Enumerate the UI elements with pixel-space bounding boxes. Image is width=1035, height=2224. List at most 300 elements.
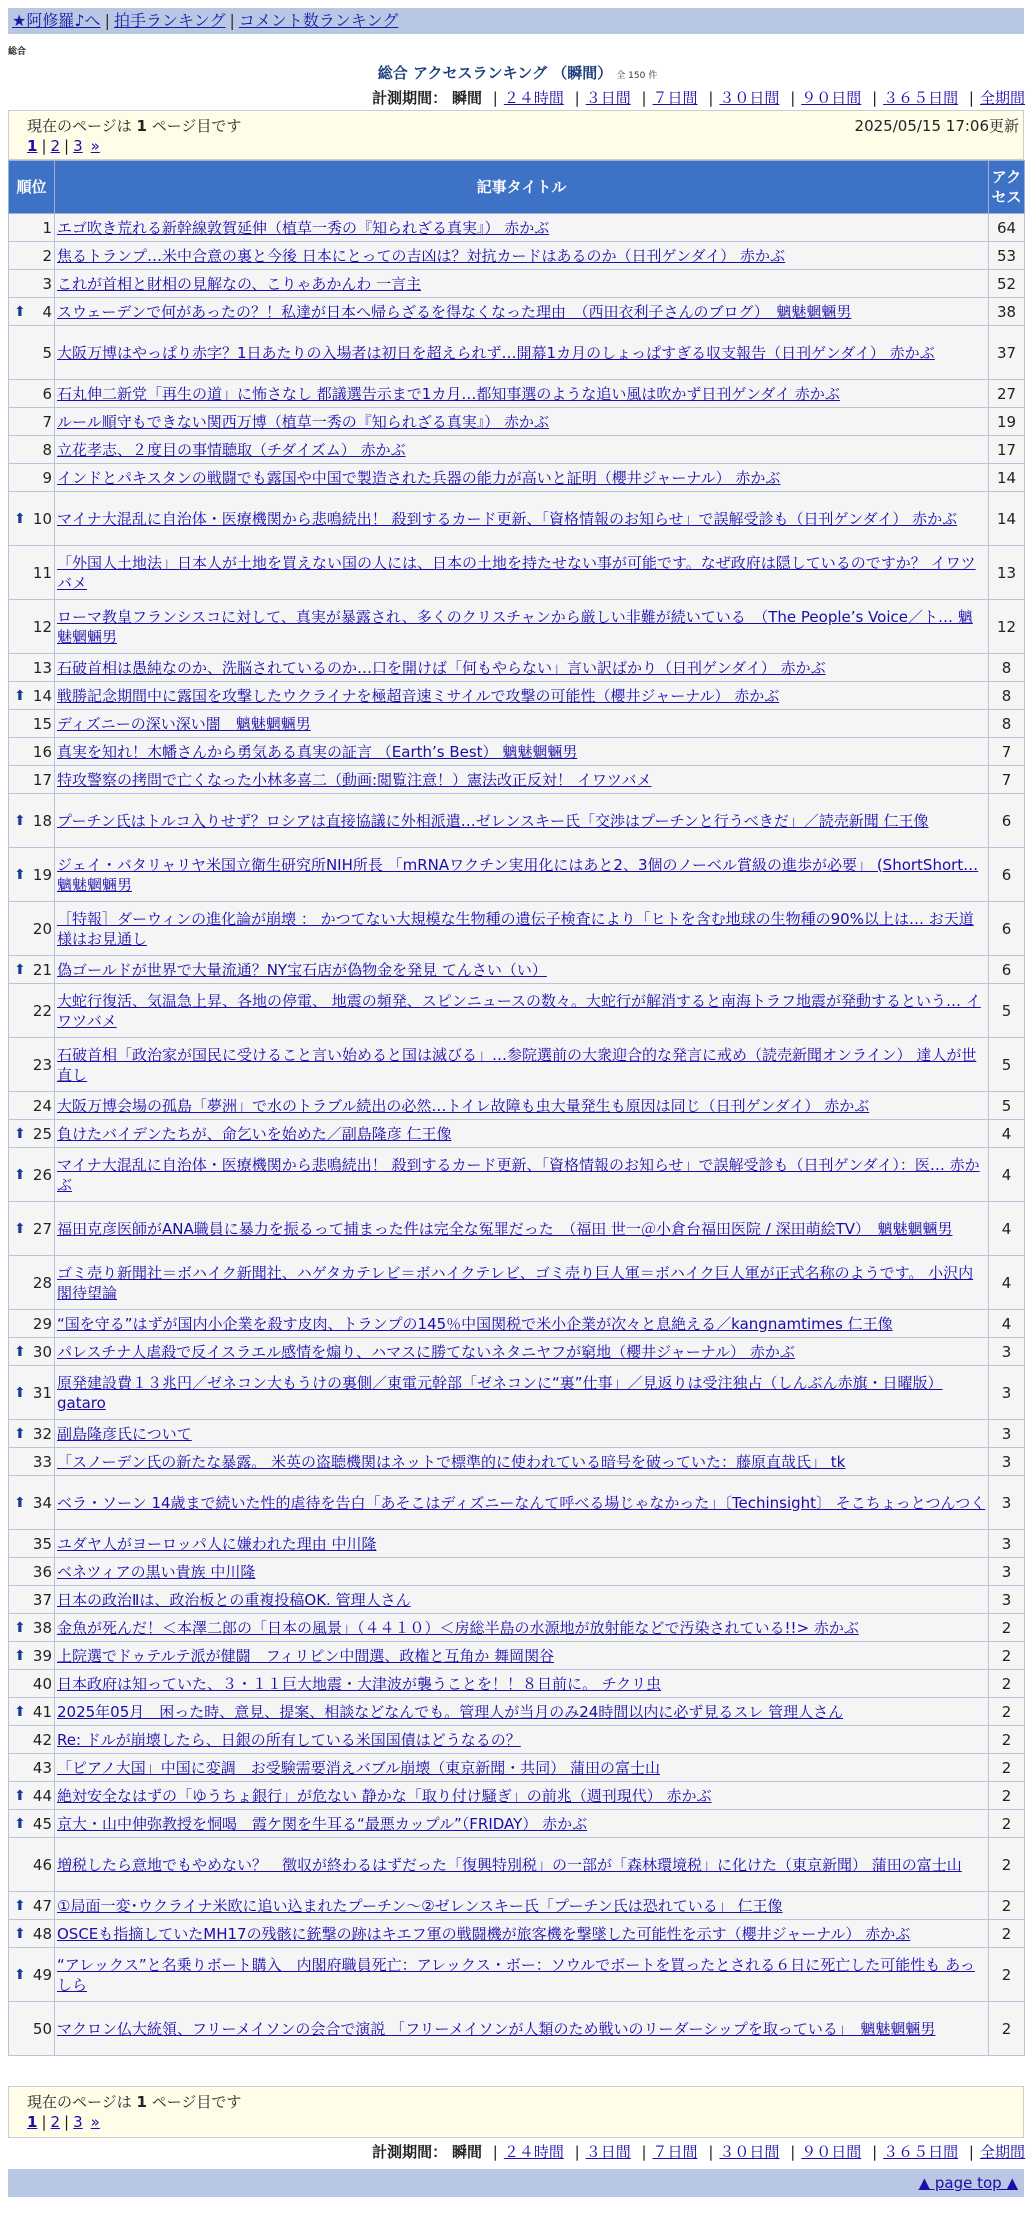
access-count: 27 (989, 380, 1025, 408)
rank-up-arrow-icon: ⬆ (14, 1125, 26, 1142)
page-3-link[interactable]: 3 (73, 137, 83, 155)
rank-number: 50 (32, 2019, 52, 2038)
title-cell (55, 682, 989, 710)
rank-cell (9, 1148, 55, 1202)
table-row (9, 1530, 1025, 1558)
title-cell (55, 654, 989, 682)
rank-cell (9, 1256, 55, 1310)
access-count: 8 (989, 710, 1025, 738)
access-count: 3 (989, 1448, 1025, 1476)
rank-number: 6 (42, 384, 52, 403)
title-cell (55, 242, 989, 270)
article-title-link[interactable]: プーチン氏はトルコ入りせず？ロシアは直接協議に外相派遣…ゼレンスキー氏「交渉はプーチンと行うべきだ」／読売新聞 仁王像 (57, 811, 929, 830)
rank-cell (9, 1670, 55, 1698)
table-row (9, 1366, 1025, 1420)
nav-separator: | (229, 11, 235, 30)
table-row (9, 738, 1025, 766)
rank-cell (9, 1642, 55, 1670)
article-title-link[interactable]: 「外国人土地法」日本人が土地を買えない国の人には、日本の土地を持たせない事が可能です。なぜ政府は隠しているのですか？ イワツバメ (57, 553, 976, 592)
access-count: 13 (989, 546, 1025, 600)
table-row (9, 984, 1025, 1038)
table-row (9, 1120, 1025, 1148)
rank-number: 33 (32, 1452, 52, 1471)
nav-separator: | (104, 11, 110, 30)
period-current: 瞬間 (451, 2143, 482, 2161)
article-title-link[interactable]: 石破首相「政治家が国民に受けること言い始めると国は滅びる」…参院選前の大衆迎合的な発言に戒め（読売新聞オンライン） 達人が世直し (57, 1045, 977, 1084)
article-title-link[interactable]: ルール順守もできない関西万博（植草一秀の『知られざる真実』） 赤かぶ (57, 412, 549, 431)
table-row (9, 1698, 1025, 1726)
period-current: 瞬間 (451, 89, 482, 107)
rank-number: 13 (32, 658, 52, 677)
access-count: 2 (989, 1838, 1025, 1892)
title-cell (55, 1754, 989, 1782)
rank-number: 7 (42, 412, 52, 431)
rank-number: 41 (32, 1702, 52, 1721)
article-title-link[interactable]: これが首相と財相の見解なの、こりゃあかんわ 一言主 (57, 274, 422, 293)
article-title-link[interactable]: ベネツィアの黒い貴族 中川隆 (57, 1562, 256, 1581)
rank-cell (9, 1892, 55, 1920)
period-24h-link[interactable]: ２４時間 (503, 89, 564, 107)
page-1-link[interactable]: 1 (27, 2113, 38, 2131)
pager-top: 1 | 2 | 3 » (27, 137, 100, 155)
period-3d-link[interactable]: ３日間 (585, 89, 631, 107)
rank-cell (9, 766, 55, 794)
period-30d-link[interactable]: ３０日間 (719, 89, 780, 107)
access-count: 3 (989, 1338, 1025, 1366)
access-count: 52 (989, 270, 1025, 298)
table-row (9, 298, 1025, 326)
rank-cell (9, 956, 55, 984)
rank-up-arrow-icon: ⬆ (14, 510, 26, 527)
rank-number: 45 (32, 1814, 52, 1833)
access-count: 6 (989, 956, 1025, 984)
table-row (9, 1920, 1025, 1948)
rank-cell (9, 408, 55, 436)
table-row (9, 214, 1025, 242)
rank-cell (9, 1366, 55, 1420)
title-cell (55, 1476, 989, 1530)
article-title-link[interactable]: ［特報］ダーウィンの進化論が崩壊 ： かつてない大規模な生物種の遺伝子検査により「ヒトを含む地球の生物種の90%以上は… お天道様はお見通し (57, 909, 974, 948)
rank-number: 30 (32, 1342, 52, 1361)
article-title-link[interactable]: マイナ大混乱に自治体・医療機関から悲鳴続出！ 殺到するカード更新、「資格情報のお知らせ」で誤解受診も（日刊ゲンダイ）：医… 赤かぶ (57, 1155, 980, 1194)
article-title-link[interactable]: 大蛇行復活、気温急上昇、各地の停電、 地震の頻発、スピンニュースの数々。大蛇行が解消すると南海トラフ地震が発動するという… イワツバメ (57, 991, 981, 1030)
article-title-link[interactable]: パレスチナ人虐殺で反イスラエル感情を煽り、ハマスに勝てないネタニヤフが窮地（櫻井ジャーナル） 赤かぶ (57, 1342, 795, 1361)
rank-cell (9, 1530, 55, 1558)
article-title-link[interactable]: エゴ吹き荒れる新幹線敦賀延伸（植草一秀の『知られざる真実』） 赤かぶ (57, 218, 550, 237)
access-count: 2 (989, 1642, 1025, 1670)
rank-cell (9, 1310, 55, 1338)
title-cell (55, 2002, 989, 2056)
period-90d-link[interactable]: ９０日間 (801, 2143, 862, 2161)
period-all-link[interactable]: 全期間 (979, 89, 1025, 107)
article-title-link[interactable]: ユダヤ人がヨーロッパ人に嫌われた理由 中川隆 (57, 1534, 377, 1553)
rank-cell (9, 1948, 55, 2002)
article-title-link[interactable]: ジェイ・バタリャリヤ米国立衛生研究所NIH所長 「mRNAワクチン実用化にはあと2、3個のノーベル賞級の進歩が必要」 (ShortShort… 魑魅魍魎男 (57, 855, 979, 894)
current-page-info: 現在のページは 1 ページ目です (27, 2093, 242, 2111)
article-title-link[interactable]: マイナ大混乱に自治体・医療機関から悲鳴続出！ 殺到するカード更新、「資格情報のお知らせ」で誤解受診も（日刊ゲンダイ） 赤かぶ (57, 509, 958, 528)
rank-up-arrow-icon: ⬆ (14, 1647, 26, 1664)
next-page-link[interactable]: » (90, 2113, 100, 2131)
title-cell (55, 492, 989, 546)
access-count: 4 (989, 1256, 1025, 1310)
category-label: 総合 (8, 47, 27, 57)
rank-up-arrow-icon: ⬆ (14, 1925, 26, 1942)
table-row (9, 1586, 1025, 1614)
rank-cell (9, 1338, 55, 1366)
rank-cell (9, 546, 55, 600)
rank-number: 37 (32, 1590, 52, 1609)
table-row (9, 380, 1025, 408)
table-row (9, 1092, 1025, 1120)
rank-number: 34 (32, 1493, 52, 1512)
title-cell (55, 1920, 989, 1948)
rank-cell (9, 242, 55, 270)
rank-cell (9, 794, 55, 848)
title-cell (55, 738, 989, 766)
table-row (9, 436, 1025, 464)
title-cell (55, 298, 989, 326)
rank-cell (9, 1202, 55, 1256)
rank-up-arrow-icon: ⬆ (14, 1166, 26, 1183)
rank-number: 48 (32, 1924, 52, 1943)
rank-number: 36 (32, 1562, 52, 1581)
article-title-link[interactable]: 絶対安全なはずの「ゆうちょ銀行」が危ない 静かな「取り付け騒ぎ」の前兆（週刊現代） 赤かぶ (57, 1786, 712, 1805)
article-title-link[interactable]: 立花孝志、２度目の事情聴取（チダイズム） 赤かぶ (57, 440, 406, 459)
rank-number: 8 (42, 440, 52, 459)
article-title-link[interactable]: 増税したら意地でもやめない？ 徴収が終わるはずだった「復興特別税」の一部が「森林環境税」に化けた（東京新聞） 蒲田の富士山 (57, 1855, 962, 1874)
title-cell (55, 1642, 989, 1670)
rank-number: 35 (32, 1534, 52, 1553)
access-count: 8 (989, 682, 1025, 710)
table-row (9, 1476, 1025, 1530)
rank-up-arrow-icon: ⬆ (14, 1384, 26, 1401)
title-cell (55, 1810, 989, 1838)
rank-cell (9, 1920, 55, 1948)
article-title-link[interactable]: 京大・山中伸弥教授を恫喝 霞ケ関を牛耳る“最悪カップル”（FRIDAY） 赤かぶ (57, 1814, 588, 1833)
access-count: 2 (989, 1614, 1025, 1642)
period-7d-link[interactable]: ７日間 (652, 89, 698, 107)
table-row (9, 1754, 1025, 1782)
rank-cell (9, 436, 55, 464)
rank-cell (9, 1092, 55, 1120)
page-2-link[interactable]: 2 (50, 2113, 61, 2131)
rank-up-arrow-icon: ⬆ (14, 1815, 26, 1832)
access-count: 7 (989, 738, 1025, 766)
table-row (9, 1448, 1025, 1476)
article-title-link[interactable]: OSCEも指摘していたMH17の残骸に銃撃の跡はキエフ軍の戦闘機が旅客機を撃墜した可能性を示す（櫻井ジャーナル） 赤かぶ (57, 1924, 911, 1943)
rank-number: 15 (32, 714, 52, 733)
table-row (9, 1558, 1025, 1586)
title-cell (55, 408, 989, 436)
period-label: 計測期間： (372, 89, 448, 107)
table-row (9, 1642, 1025, 1670)
rank-number: 22 (32, 1001, 52, 1020)
access-count: 3 (989, 1420, 1025, 1448)
article-title-link[interactable]: 日本の政治Ⅱは、政治板との重複投稿OK. 管理人さん (57, 1590, 411, 1609)
rank-up-arrow-icon: ⬆ (14, 1787, 26, 1804)
access-count: 3 (989, 1530, 1025, 1558)
article-title-link[interactable]: 2025年05月 困った時、意見、提案、相談などなんでも。管理人が当月のみ24時間以内に必ず見るスレ 管理人さん (57, 1702, 844, 1721)
article-title-link[interactable]: ゴミ売り新聞社＝ボハイク新聞社、ハゲタカテレビ＝ボハイクテレビ、ゴミ売り巨人軍＝ボハイク巨人軍が正式名称のようです。 小沢内閣待望論 (57, 1263, 974, 1302)
rank-number: 27 (32, 1219, 52, 1238)
rank-cell (9, 298, 55, 326)
rank-number: 44 (32, 1786, 52, 1805)
rank-cell (9, 492, 55, 546)
table-row (9, 408, 1025, 436)
access-count: 37 (989, 326, 1025, 380)
table-row (9, 1782, 1025, 1810)
page-info-bottom (8, 2086, 1024, 2138)
title-cell (55, 1448, 989, 1476)
title-cell (55, 1530, 989, 1558)
table-row (9, 1670, 1025, 1698)
period-label: 計測期間： (372, 2143, 448, 2161)
article-title-link[interactable]: 日本政府は知っていた、３・１１巨大地震・大津波が襲うことを！！８日前に。 チクリ虫 (57, 1674, 662, 1693)
access-count: 4 (989, 1120, 1025, 1148)
article-title-link[interactable]: Re: ドルが崩壊したら、日銀の所有している米国国債はどうなるの？ (57, 1730, 521, 1749)
access-count: 3 (989, 1558, 1025, 1586)
title-cell (55, 848, 989, 902)
rank-cell (9, 1558, 55, 1586)
rank-cell (9, 984, 55, 1038)
access-count: 2 (989, 1754, 1025, 1782)
title-cell (55, 380, 989, 408)
title-cell (55, 1120, 989, 1148)
page-title (0, 62, 1035, 83)
rank-number: 1 (42, 218, 52, 237)
article-title-link[interactable]: 原発建設費１３兆円／ゼネコン大もうけの裏側／東電元幹部「ゼネコンに“裏”仕事」／見返りは受注独占（しんぶん赤旗・日曜版） gataro (57, 1373, 943, 1412)
access-count: 2 (989, 2002, 1025, 2056)
rank-number: 31 (32, 1383, 52, 1402)
table-row (9, 654, 1025, 682)
title-cell (55, 1948, 989, 2002)
access-count: 4 (989, 1310, 1025, 1338)
rank-cell (9, 600, 55, 654)
rank-cell (9, 682, 55, 710)
rank-up-arrow-icon: ⬆ (14, 1343, 26, 1360)
title-cell (55, 1202, 989, 1256)
rank-number: 14 (32, 686, 52, 705)
updated-datetime: 2025/05/15 17:06更新 (854, 117, 1019, 135)
article-title-link[interactable]: ベラ・ソーン 14歳まで続いた性的虐待を告白「あそこはディズニーなんて呼べる場じゃなかった」〔Techinsight〕 そこちょっとつんつく (57, 1493, 986, 1512)
title-cell (55, 1670, 989, 1698)
rank-number: 5 (42, 343, 52, 362)
page-info-top (8, 110, 1024, 160)
article-title-link[interactable]: マクロン仏大統領、フリーメイソンの会合で演説 「フリーメイソンが人類のため戦いのリーダーシップを取っている」 魑魅魍魎男 (57, 2019, 936, 2038)
access-count: 64 (989, 214, 1025, 242)
title-cell (55, 1614, 989, 1642)
table-row (9, 270, 1025, 298)
rank-cell (9, 270, 55, 298)
period-90d-link[interactable]: ９０日間 (801, 89, 862, 107)
rank-cell (9, 2002, 55, 2056)
title-cell (55, 984, 989, 1038)
article-title-link[interactable]: 大阪万博会場の孤島「夢洲」で水のトラブル続出の必然…トイレ故障も虫大量発生も原因は同じ（日刊ゲンダイ） 赤かぶ (57, 1096, 870, 1115)
article-title-link[interactable]: 偽ゴールドが世界で大量流通？NY宝石店が偽物金を発見 てんさい（い） (57, 960, 547, 979)
access-count: 6 (989, 848, 1025, 902)
rank-number: 12 (32, 617, 52, 636)
table-row (9, 1148, 1025, 1202)
rank-number: 19 (32, 865, 52, 884)
access-count: 8 (989, 654, 1025, 682)
table-row (9, 1256, 1025, 1310)
table-row (9, 1420, 1025, 1448)
access-count: 38 (989, 298, 1025, 326)
rank-number: 46 (32, 1855, 52, 1874)
current-page-info: 現在のページは 1 ページ目です (27, 117, 242, 135)
rank-cell (9, 1120, 55, 1148)
access-count: 4 (989, 1202, 1025, 1256)
rank-number: 29 (32, 1314, 52, 1333)
next-page-link[interactable]: » (90, 137, 100, 155)
access-count: 6 (989, 794, 1025, 848)
access-count: 19 (989, 408, 1025, 436)
access-count: 3 (989, 1476, 1025, 1530)
rank-number: 9 (42, 468, 52, 487)
table-row (9, 1202, 1025, 1256)
period-selector-top: 計測期間： 瞬間 | ２４時間 | ３日間 | ７日間 | ３０日間 | ９０日間 | ３６５日間 | 全期間 (372, 89, 1025, 107)
access-count: 4 (989, 1148, 1025, 1202)
table-row (9, 1892, 1025, 1920)
article-title-link[interactable]: 「ピアノ大国」中国に変調 お受験需要消えバブル崩壊（東京新聞・共同） 蒲田の富士山 (57, 1758, 660, 1777)
rank-up-arrow-icon: ⬆ (14, 303, 26, 320)
rank-header: 順位 (9, 161, 55, 214)
article-title-link[interactable]: ローマ教皇フランシスコに対して、真実が暴露され、多くのクリスチャンから厳しい非難が続いている （The People’s Voice／ト… 魑魅魍魎男 (57, 607, 973, 646)
title-cell (55, 1420, 989, 1448)
table-row (9, 1614, 1025, 1642)
rank-number: 32 (32, 1424, 52, 1443)
rank-number: 17 (32, 770, 52, 789)
article-title-link[interactable]: 福田克彦医師がANA職員に暴力を振るって捕まった件は完全な冤罪だった （福田 世一＠小倉台福田医院 / 深田萌絵TV） 魑魅魍魎男 (57, 1219, 953, 1238)
rank-number: 23 (32, 1055, 52, 1074)
rank-cell (9, 1476, 55, 1530)
article-title-link[interactable]: 石丸伸二新党「再生の道」に怖さなし 都議選告示まで1カ月…都知事選のような追い風は吹かず日刊ゲンダイ 赤かぶ (57, 384, 840, 403)
rank-up-arrow-icon: ⬆ (14, 1966, 26, 1983)
article-title-link[interactable]: 上院選でドゥテルテ派が健闘 フィリピン中間選、政権と互角か 舞岡関谷 (57, 1646, 555, 1665)
table-row (9, 492, 1025, 546)
period-365d-link[interactable]: ３６５日間 (883, 2143, 959, 2161)
rank-cell (9, 380, 55, 408)
rank-number: 20 (32, 919, 52, 938)
period-24h-link[interactable]: ２４時間 (503, 2143, 564, 2161)
article-title-link[interactable]: スウェーデンで何があったの？！私達が日本へ帰らざるを得なくなった理由 （西田衣利子さんのブログ） 魑魅魍魎男 (57, 302, 852, 321)
article-title-link[interactable]: 大阪万博はやっぱり赤字？1日あたりの入場者は初日を超えられず…開幕1カ月のしょっぱすぎる収支報告（日刊ゲンダイ） 赤かぶ (57, 343, 935, 362)
article-title-link[interactable]: 負けたバイデンたちが、命乞いを始めた／副島隆彦 仁王像 (57, 1124, 452, 1143)
table-row (9, 682, 1025, 710)
rank-cell (9, 738, 55, 766)
table-row (9, 326, 1025, 380)
rank-cell (9, 902, 55, 956)
rank-number: 4 (42, 302, 52, 321)
page-1-link[interactable]: 1 (27, 137, 38, 155)
title-cell (55, 766, 989, 794)
pager-bottom: 1 | 2 | 3 » (27, 2113, 100, 2131)
title-cell (55, 1782, 989, 1810)
rank-cell (9, 654, 55, 682)
rank-cell (9, 1838, 55, 1892)
article-title-link[interactable]: 真実を知れ！木幡さんから勇気ある真実の証言 （Earth’s Best） 魑魅魍魎男 (57, 742, 578, 761)
page-top-link[interactable]: ▲ page top ▲ (918, 2174, 1018, 2192)
access-count: 2 (989, 1670, 1025, 1698)
rank-number: 25 (32, 1124, 52, 1143)
access-count: 5 (989, 1038, 1025, 1092)
article-title-link[interactable]: ①局面一変･ウクライナ米欧に追い込まれたプーチン～②ゼレンスキー氏「プーチン氏は恐れている」 仁王像 (57, 1896, 783, 1915)
period-7d-link[interactable]: ７日間 (652, 2143, 698, 2161)
table-row (9, 848, 1025, 902)
rank-number: 2 (42, 246, 52, 265)
period-3d-link[interactable]: ３日間 (585, 2143, 631, 2161)
count-header: アクセス (989, 161, 1025, 214)
article-title-link[interactable]: ディズニーの深い深い闇 魑魅魍魎男 (57, 714, 311, 733)
article-title-link[interactable]: 焦るトランプ…米中合意の裏と今後 日本にとっての吉凶は？対抗カードはあるのか（日刊ゲンダイ） 赤かぶ (57, 246, 786, 265)
access-count: 12 (989, 600, 1025, 654)
title-cell (55, 794, 989, 848)
period-all-link[interactable]: 全期間 (979, 2143, 1025, 2161)
page-3-link[interactable]: 3 (73, 2113, 83, 2131)
page-2-link[interactable]: 2 (50, 137, 61, 155)
rank-number: 47 (32, 1896, 52, 1915)
title-cell (55, 956, 989, 984)
rank-number: 24 (32, 1096, 52, 1115)
table-row (9, 766, 1025, 794)
access-count: 5 (989, 1092, 1025, 1120)
rank-cell (9, 1698, 55, 1726)
rank-cell (9, 1586, 55, 1614)
table-row (9, 1038, 1025, 1092)
applause-ranking-link[interactable]: 拍手ランキング (113, 11, 226, 30)
rank-number: 21 (32, 960, 52, 979)
article-title-link[interactable]: 副島隆彦氏について (57, 1424, 192, 1443)
article-title-link[interactable]: インドとパキスタンの戦闘でも露国や中国で製造された兵器の能力が高いと証明（櫻井ジャーナル） 赤かぶ (57, 468, 781, 487)
table-row (9, 2002, 1025, 2056)
rank-number: 26 (32, 1165, 52, 1184)
title-cell (55, 1892, 989, 1920)
title-cell (55, 710, 989, 738)
access-count: 17 (989, 436, 1025, 464)
rank-number: 3 (42, 274, 52, 293)
title-cell (55, 1148, 989, 1202)
rank-up-arrow-icon: ⬆ (14, 1703, 26, 1720)
rank-up-arrow-icon: ⬆ (14, 687, 26, 704)
rank-number: 39 (32, 1646, 52, 1665)
comment-ranking-link[interactable]: コメント数ランキング (238, 11, 399, 30)
access-count: 2 (989, 1948, 1025, 2002)
access-count: 2 (989, 1782, 1025, 1810)
article-title-link[interactable]: 特攻警察の拷問で亡くなった小林多喜二（動画:閲覧注意！）憲法改正反対！ イワツバメ (57, 770, 652, 789)
article-title-link[interactable]: 「スノーデン氏の新たな暴露。 米英の盗聴機関はネットで標準的に使われている暗号を破っていた：藤原直哉氏」 tk (57, 1452, 846, 1471)
period-30d-link[interactable]: ３０日間 (719, 2143, 780, 2161)
access-count: 14 (989, 464, 1025, 492)
table-row (9, 902, 1025, 956)
rank-number: 11 (32, 563, 52, 582)
table-row (9, 1838, 1025, 1892)
rank-number: 43 (32, 1758, 52, 1777)
article-title-link[interactable]: 金魚が死んだ！＜本澤二郎の「日本の風景」（４４１０）＜房総半島の水源地が放射能などで汚染されている!!> 赤かぶ (57, 1618, 859, 1637)
rank-number: 16 (32, 742, 52, 761)
title-cell (55, 1558, 989, 1586)
asyura-home-link[interactable]: ★阿修羅♪へ (12, 11, 101, 30)
title-cell (55, 1338, 989, 1366)
article-title-link[interactable]: “アレックス”と名乗りボート購入 内閣府職員死亡：アレックス・ボー：ソウルでボートを買ったとされる６日に死亡した可能性も あっしら (57, 1955, 975, 1994)
article-title-link[interactable]: 戦勝記念期間中に露国を攻撃したウクライナを極超音速ミサイルで攻撃の可能性（櫻井ジャーナル） 赤かぶ (57, 686, 780, 705)
title-cell (55, 1586, 989, 1614)
article-title-link[interactable]: 石破首相は愚純なのか、洗脳されているのか…口を開けば「何もやらない」言い訳ばかり（日刊ゲンダイ） 赤かぶ (57, 658, 826, 677)
article-title-link[interactable]: “国を守る”はずが国内小企業を殺す皮肉、トランプの145％中国関税で米小企業が次々と息絶える／kangnamtimes 仁王像 (57, 1314, 893, 1333)
rank-cell (9, 1420, 55, 1448)
rank-cell (9, 1614, 55, 1642)
period-365d-link[interactable]: ３６５日間 (883, 89, 959, 107)
title-cell (55, 214, 989, 242)
